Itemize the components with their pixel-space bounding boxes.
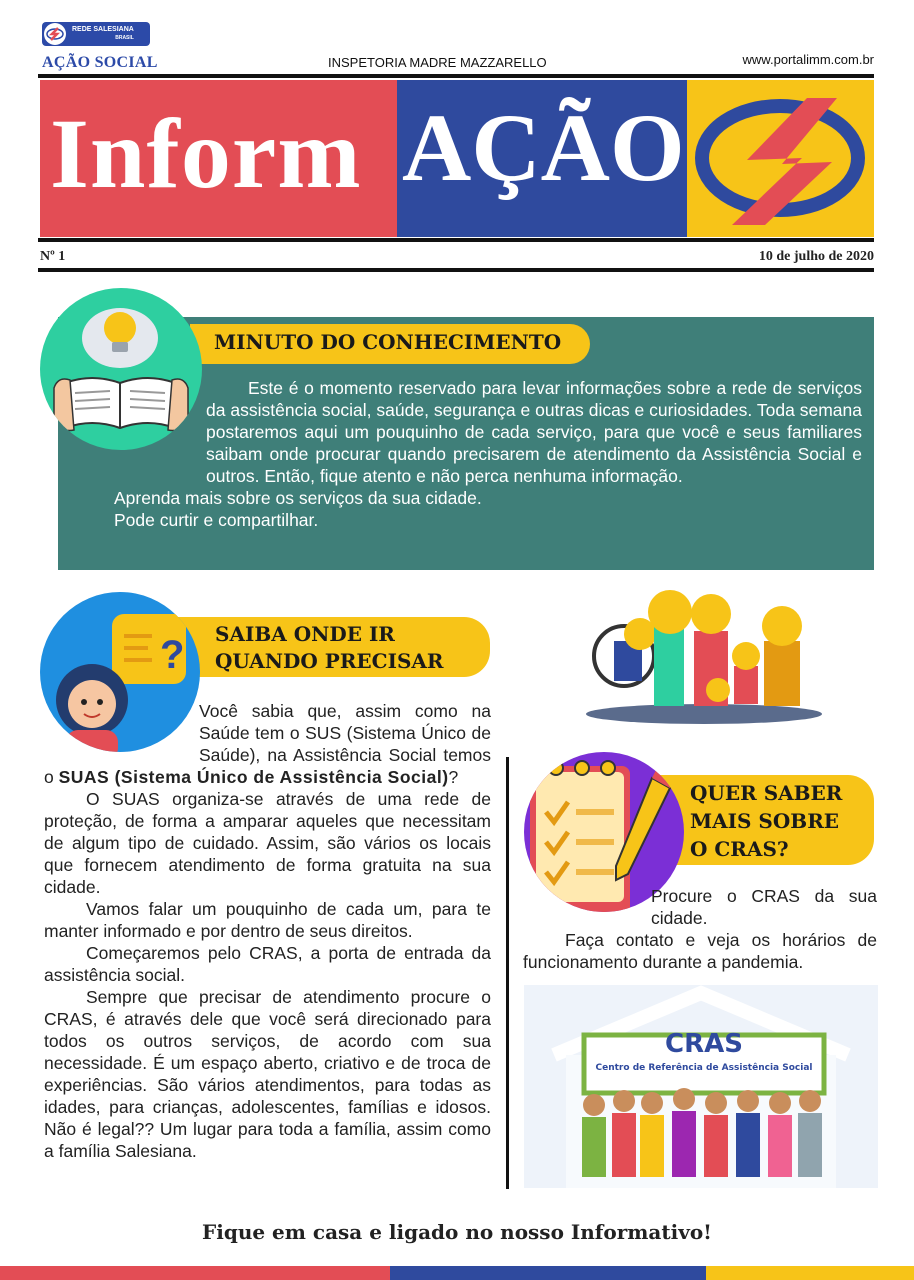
salesian-s-icon (44, 23, 66, 45)
minuto-heading: MINUTO DO CONHECIMENTO (190, 324, 590, 364)
mid-rule (38, 238, 874, 242)
top-rule (38, 74, 874, 78)
banner-yellow-band (687, 80, 874, 237)
saiba-paragraph-5: Sempre que precisar de atendimento procure o CRAS, é através dele que você será direcionado para todos os outros serviços, de acordo com sua necessidade. É um espaço aberto, criativo e de troca de experiências. São vários atendimentos, para todas as idades, para crianças, adolescentes, famílias e idosos. Não é legal?? Um lugar para toda a família, assim como a família Salesiana. (44, 987, 491, 1161)
minuto-paragraph: Este é o momento reservado para levar informações sobre a rede de serviços da assistência social, saúde, segurança e outras dicas e curiosidades. Toda semana postaremos aqui um pouquinho de cada serviço, para que você e seus familiares saibam onde procurar quando precisarem de atendimento da Assistência Social e outros. Então, fique atento e não perca nenhuma informação. (206, 378, 862, 486)
website-link[interactable]: www.portalimm.com.br (742, 52, 874, 67)
text-wrap-spacer (44, 700, 199, 766)
saiba-intro (44, 700, 491, 788)
saiba-paragraph-4: Começaremos pelo CRAS, a porta de entrada da assistência social. (44, 943, 491, 985)
minuto-body (72, 377, 862, 531)
salesian-s-large-icon (687, 80, 874, 237)
minuto-line-2: Aprenda mais sobre os serviços da sua cidade. (114, 488, 482, 508)
suas-bold: SUAS (Sistema Único de Assistência Social) (58, 767, 449, 787)
bottom-bar-yellow (706, 1266, 914, 1280)
column-divider (506, 757, 509, 1189)
saiba-paragraph-2: O SUAS organiza-se através de uma rede de proteção, de forma a amparar aqueles que necessitam de algum tipo de cuidado. Assim, são vários os locais que fornecem atendimento de forma gratuita na sua cidade. (44, 789, 491, 897)
saiba-intro-text: Você sabia que, assim como na Saúde tem o SUS (Sistema Único de Saúde), na Assistência Social temos o (44, 701, 491, 787)
saiba-heading-line-2: QUANDO PRECISAR (215, 649, 444, 673)
minuto-line-3: Pode curtir e compartilhar. (114, 510, 319, 530)
bottom-rule (38, 268, 874, 272)
cras-sign-subtitle: Centro de Referência de Assistência Social (595, 1063, 813, 1073)
bottom-color-bar (0, 1266, 914, 1280)
issue-date: 10 de julho de 2020 (758, 249, 874, 264)
cras-paragraph-1: Procure o CRAS da sua cidade. (651, 886, 877, 928)
cras-heading-line-1: QUER SABER (690, 781, 843, 805)
logo-country: BRASIL (115, 35, 134, 41)
cras-body (523, 885, 877, 973)
bottom-bar-red (0, 1266, 390, 1280)
footer-message: Fique em casa e ligado no nosso Informativo! (202, 1220, 712, 1244)
title-acao: AÇÃO (402, 94, 685, 201)
cras-paragraph-2: Faça contato e veja os horários de funcionamento durante a pandemia. (523, 930, 877, 972)
cras-building-illustration (524, 985, 878, 1188)
bottom-bar-blue (390, 1266, 706, 1280)
title-inform: Inform (50, 98, 362, 209)
saiba-paragraph-3: Vamos falar um pouquinho de cada um, para te manter informado e por dentro de seus direitos. (44, 899, 491, 941)
logo-network: REDE SALESIANA (72, 26, 134, 33)
cras-sign-title: CRAS (665, 1029, 743, 1059)
cras-heading-line-3: O CRAS? (690, 837, 789, 861)
logo-area: AÇÃO SOCIAL (42, 54, 158, 71)
issue-number: Nº 1 (40, 249, 66, 264)
rede-salesiana-logo (42, 22, 150, 46)
inspetoria-label: INSPETORIA MADRE MAZZARELLO (328, 55, 547, 70)
saiba-heading-line-1: SAIBA ONDE IR (215, 622, 395, 646)
cras-heading-line-2: MAIS SOBRE (690, 809, 840, 833)
family-illustration (584, 586, 824, 726)
saiba-body (44, 700, 491, 1162)
svg-text:?: ? (160, 633, 185, 677)
saiba-heading (175, 617, 490, 677)
saiba-intro-end: ? (448, 767, 459, 787)
